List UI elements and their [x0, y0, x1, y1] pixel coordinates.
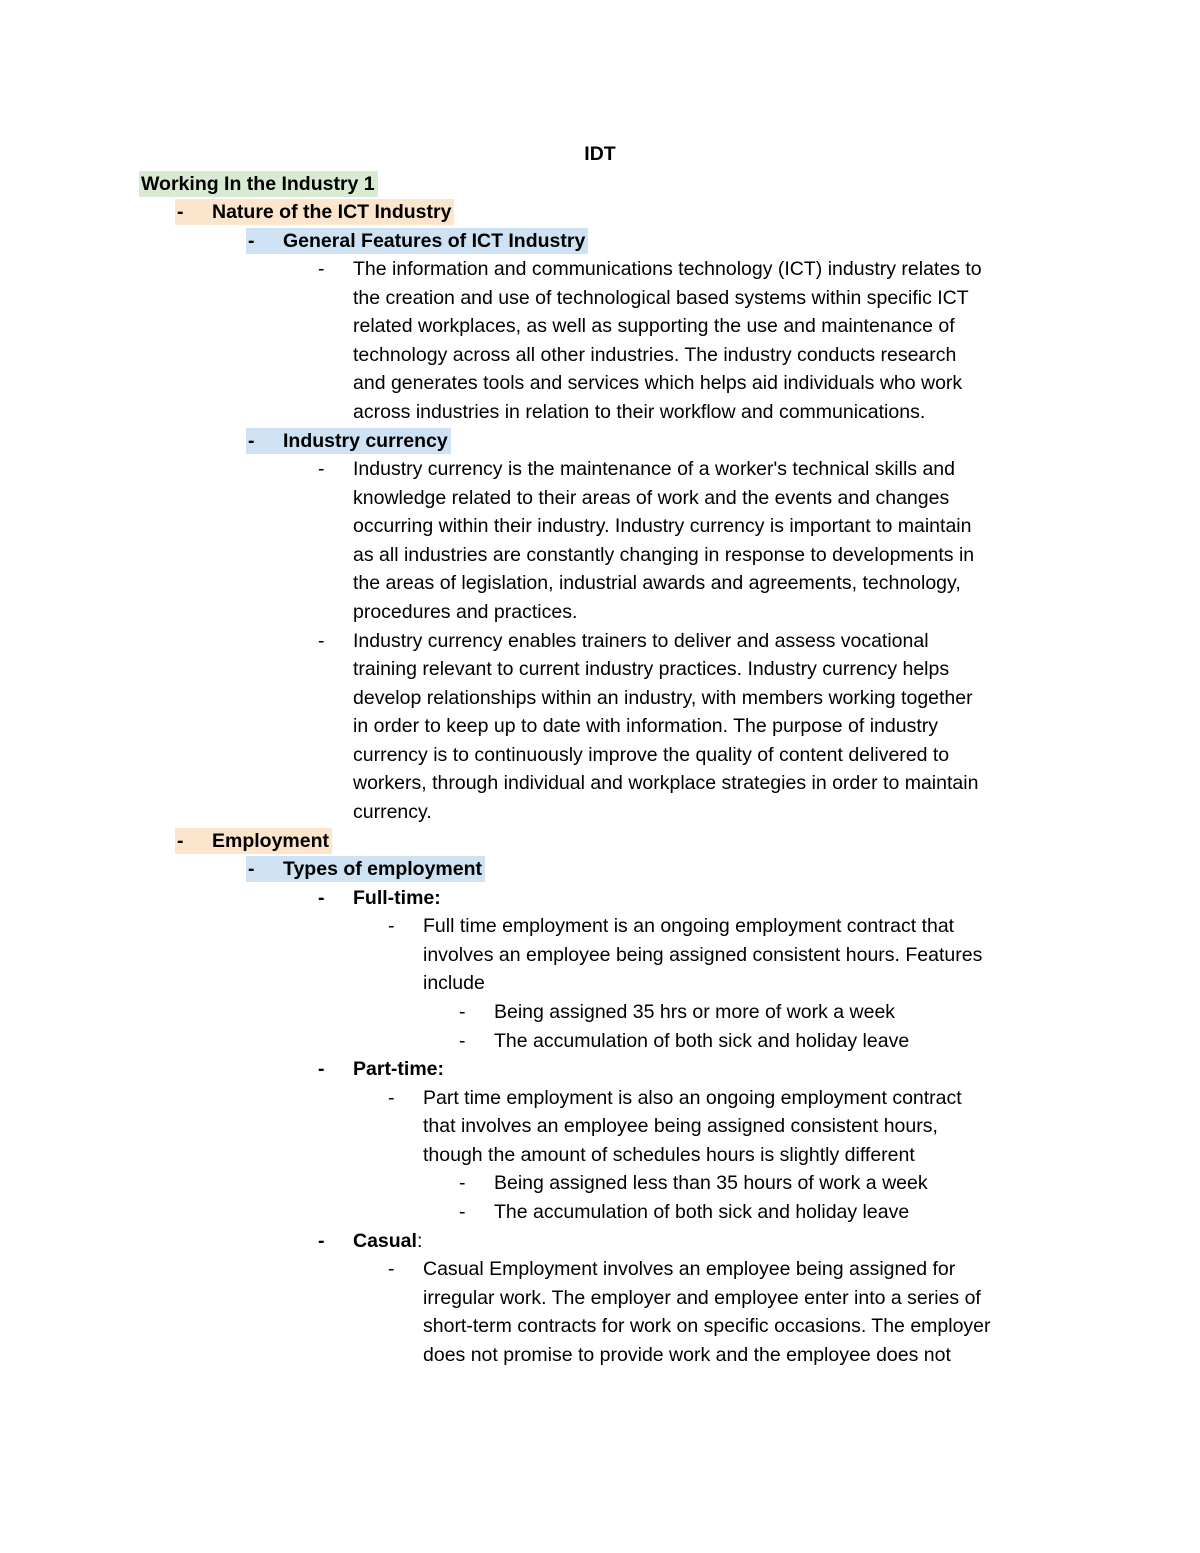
section-heading: Casual: — [353, 1229, 423, 1252]
bullet-dash: - — [459, 1029, 466, 1052]
bullet-dash: - — [177, 829, 184, 852]
body-text: The accumulation of both sick and holiday leave — [494, 1029, 910, 1052]
section-heading: Types of employment — [283, 858, 483, 881]
body-text: The accumulation of both sick and holiday leave — [494, 1201, 910, 1224]
bullet-dash: - — [459, 1172, 466, 1195]
bullet-dash: - — [459, 1001, 466, 1024]
body-text: procedures and practices. — [353, 601, 578, 624]
body-text: Part time employment is also an ongoing employment contract — [423, 1086, 962, 1109]
bullet-dash: - — [388, 1086, 395, 1109]
body-text: include — [423, 972, 485, 995]
section-heading: Industry currency — [283, 429, 448, 452]
bullet-dash: - — [318, 886, 325, 909]
bullet-dash: - — [177, 201, 184, 224]
body-text: Being assigned less than 35 hours of work a week — [494, 1172, 928, 1195]
section-heading: Nature of the ICT Industry — [212, 201, 452, 224]
bullet-dash: - — [388, 1258, 395, 1281]
section-heading: Working In the Industry 1 — [141, 172, 375, 195]
body-text: in order to keep up to date with information. The purpose of industry — [353, 715, 938, 738]
body-text: occurring within their industry. Industry currency is important to maintain — [353, 515, 972, 538]
section-heading: General Features of ICT Industry — [283, 229, 586, 252]
heading-suffix: : — [416, 1229, 423, 1252]
body-text: the areas of legislation, industrial awards and agreements, technology, — [353, 572, 961, 595]
body-text: knowledge related to their areas of work and the events and changes — [353, 486, 950, 509]
bullet-dash: - — [318, 458, 325, 481]
body-text: as all industries are constantly changing in response to developments in — [353, 543, 975, 566]
body-text: develop relationships within an industry, with members working together — [353, 686, 973, 709]
body-text: does not promise to provide work and the employee does not — [423, 1343, 951, 1366]
bullet-dash: - — [318, 1229, 325, 1252]
section-heading: Full-time: — [353, 886, 441, 909]
section-heading: Part-time: — [353, 1058, 445, 1081]
bullet-dash: - — [318, 629, 325, 652]
body-text: Being assigned 35 hrs or more of work a week — [494, 1001, 896, 1024]
body-text: and generates tools and services which helps aid individuals who work — [353, 372, 963, 395]
body-text: the creation and use of technological based systems within specific ICT — [353, 286, 969, 309]
body-text: though the amount of schedules hours is slightly different — [423, 1143, 915, 1166]
body-text: currency. — [353, 801, 432, 824]
body-text: across industries in relation to their workflow and communications. — [353, 401, 926, 424]
bullet-dash: - — [248, 229, 255, 252]
section-heading: Employment — [212, 829, 330, 852]
body-text: Full time employment is an ongoing employment contract that — [423, 915, 955, 938]
bullet-dash: - — [248, 429, 255, 452]
body-text: workers, through individual and workplace strategies in order to maintain — [353, 772, 979, 795]
bullet-dash: - — [388, 915, 395, 938]
document-title: IDT — [584, 143, 616, 165]
body-text: Casual Employment involves an employee being assigned for — [423, 1258, 956, 1281]
bullet-dash: - — [248, 858, 255, 881]
body-text: that involves an employee being assigned consistent hours, — [423, 1115, 938, 1138]
bullet-dash: - — [459, 1201, 466, 1224]
body-text: related workplaces, as well as supporting the use and maintenance of — [353, 315, 955, 338]
body-text: Industry currency is the maintenance of a worker's technical skills and — [353, 458, 955, 481]
body-text: currency is to continuously improve the quality of content delivered to — [353, 743, 950, 766]
body-text: irregular work. The employer and employee enter into a series of — [423, 1286, 981, 1309]
body-text: training relevant to current industry practices. Industry currency helps — [353, 658, 950, 681]
body-text: involves an employee being assigned consistent hours. Features — [423, 943, 983, 966]
body-text: The information and communications technology (ICT) industry relates to — [353, 258, 982, 281]
bullet-dash: - — [318, 1058, 325, 1081]
body-text: technology across all other industries. The industry conducts research — [353, 343, 957, 366]
body-text: Industry currency enables trainers to deliver and assess vocational — [353, 629, 929, 652]
body-text: short-term contracts for work on specific occasions. The employer — [423, 1315, 991, 1338]
bullet-dash: - — [318, 258, 325, 281]
